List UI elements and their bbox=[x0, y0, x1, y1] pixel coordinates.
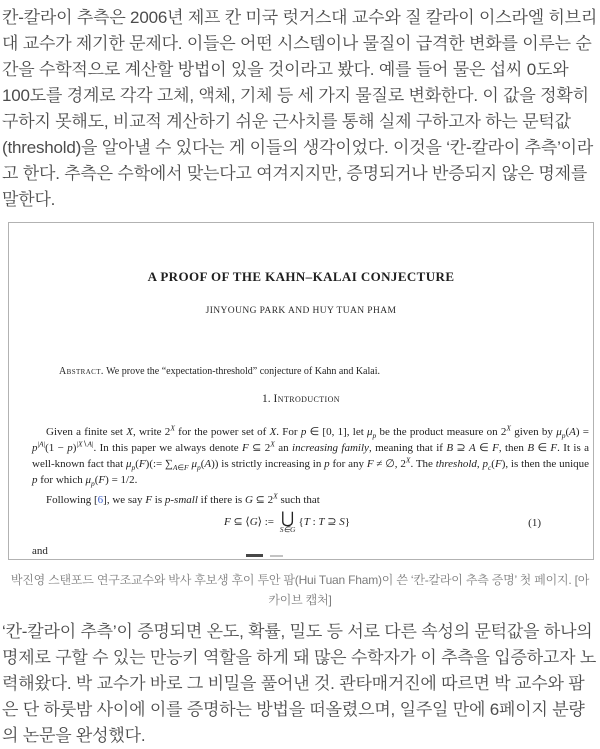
section-heading bbox=[9, 393, 593, 405]
union-subscript: S∈G bbox=[279, 525, 296, 534]
union-operator bbox=[280, 511, 296, 534]
paper-paragraph-2: Following [6], we say F is p-small if there is G ⊆ $2^X$ such that bbox=[46, 491, 320, 506]
figure-caption: 박진영 스탠포드 연구조교수와 박사 후보생 후이 투안 팜(Hui Tuan Fham)이 쓴 ‘칸-칼라이 추측 증명’ 첫 페이지. [아카이브 캡처] bbox=[10, 573, 590, 607]
equation-prefix: F ⊆ ⟨G⟩ := bbox=[223, 516, 277, 529]
section-title: Introduction bbox=[273, 393, 340, 405]
equation-1 bbox=[33, 511, 541, 534]
cutoff-formula-fragment bbox=[246, 554, 263, 557]
paper-figure bbox=[8, 222, 598, 560]
paper-continuation-word: and bbox=[32, 545, 48, 557]
paper-title: A PROOF OF THE KAHN–KALAI CONJECTURE bbox=[147, 269, 455, 284]
paper-authors: JINYOUNG PARK AND HUY TUAN PHAM bbox=[205, 306, 397, 316]
paper-paragraph-1: Given a finite set X, write $2^X$ for the power set of X. For p ∈ [0, 1], let $\mu_p$ be the product measure on $2^X$ given by $\mu_p(A) = p^{|A|}(1 - p)^{|X∖A|}$. In this paper we always denote F ⊆ $2^X$ an increasing family, meaning that if B ⊇ A ∈ F, then B ∈ F. It is a well-known fact that $\mu_p(F)(:= \sum_{A\in F}$ $\mu_p(A)$) is strictly increasing in p for any F ≠ ∅, $2^X$. The threshold, $p_c(F)$, is then the unique p for which $\mu_p(F) = 1/2$. bbox=[32, 423, 590, 489]
abstract-label: Abstract. bbox=[59, 366, 104, 377]
cutoff-formula-fragment bbox=[270, 555, 283, 557]
equation-number: (1) bbox=[528, 517, 541, 529]
paper-abstract bbox=[59, 365, 538, 379]
section-number: 1. bbox=[262, 393, 271, 405]
body-paragraph: ‘칸-칼라이 추측’이 증명되면 온도, 확률, 밀도 등 서로 다른 속성의 문턱값을 하나의 명제로 구할 수 있는 만능키 역할을 하게 돼 많은 수학자가 이 추측을 입증하고자 노력해왔다. 박 교수가 바로 그 비밀을 풀어낸 것. 콴타매거진에 따르면 박 교수와 팜은 단 하룻밤 사이에 이를 증명하는 방법을 떠올렸으며, 일주일 만에 6페이지 분량의 논문을 완성했다. bbox=[2, 622, 597, 745]
equation-body: {T : T ⊇ S} bbox=[298, 516, 351, 529]
abstract-text: We prove the “expectation-threshold” conjecture of Kahn and Kalai. bbox=[106, 366, 380, 377]
paper-first-page-image bbox=[8, 222, 594, 560]
union-symbol: ⋃ bbox=[281, 510, 295, 527]
intro-paragraph: 칸-칼라이 추측은 2006년 제프 칸 미국 럿거스대 교수와 질 칼라이 이스라엘 히브리대 교수가 제기한 문제다. 이들은 어떤 시스템이나 물질이 급격한 변화를 이루는 순간을 수학적으로 계산할 방법이 있을 것이라고 봤다. 예를 들어 물은 섭씨 0도와 100도를 경계로 각각 고체, 액체, 기체 등 세 가지 물질로 변화한다. 이 값을 정확히 구하지 못해도, 비교적 계산하기 쉬운 근사치를 통해 실제 구하고자 하는 문턱값(threshold)을 알아낼 수 있다는 게 이들의 생각이었다. 이것을 ‘칸-칼라이 추측’이라고 한다. 추측은 수학에서 맞는다고 여겨지지만, 증명되거나 반증되지 않은 명제를 말한다. bbox=[2, 8, 598, 209]
